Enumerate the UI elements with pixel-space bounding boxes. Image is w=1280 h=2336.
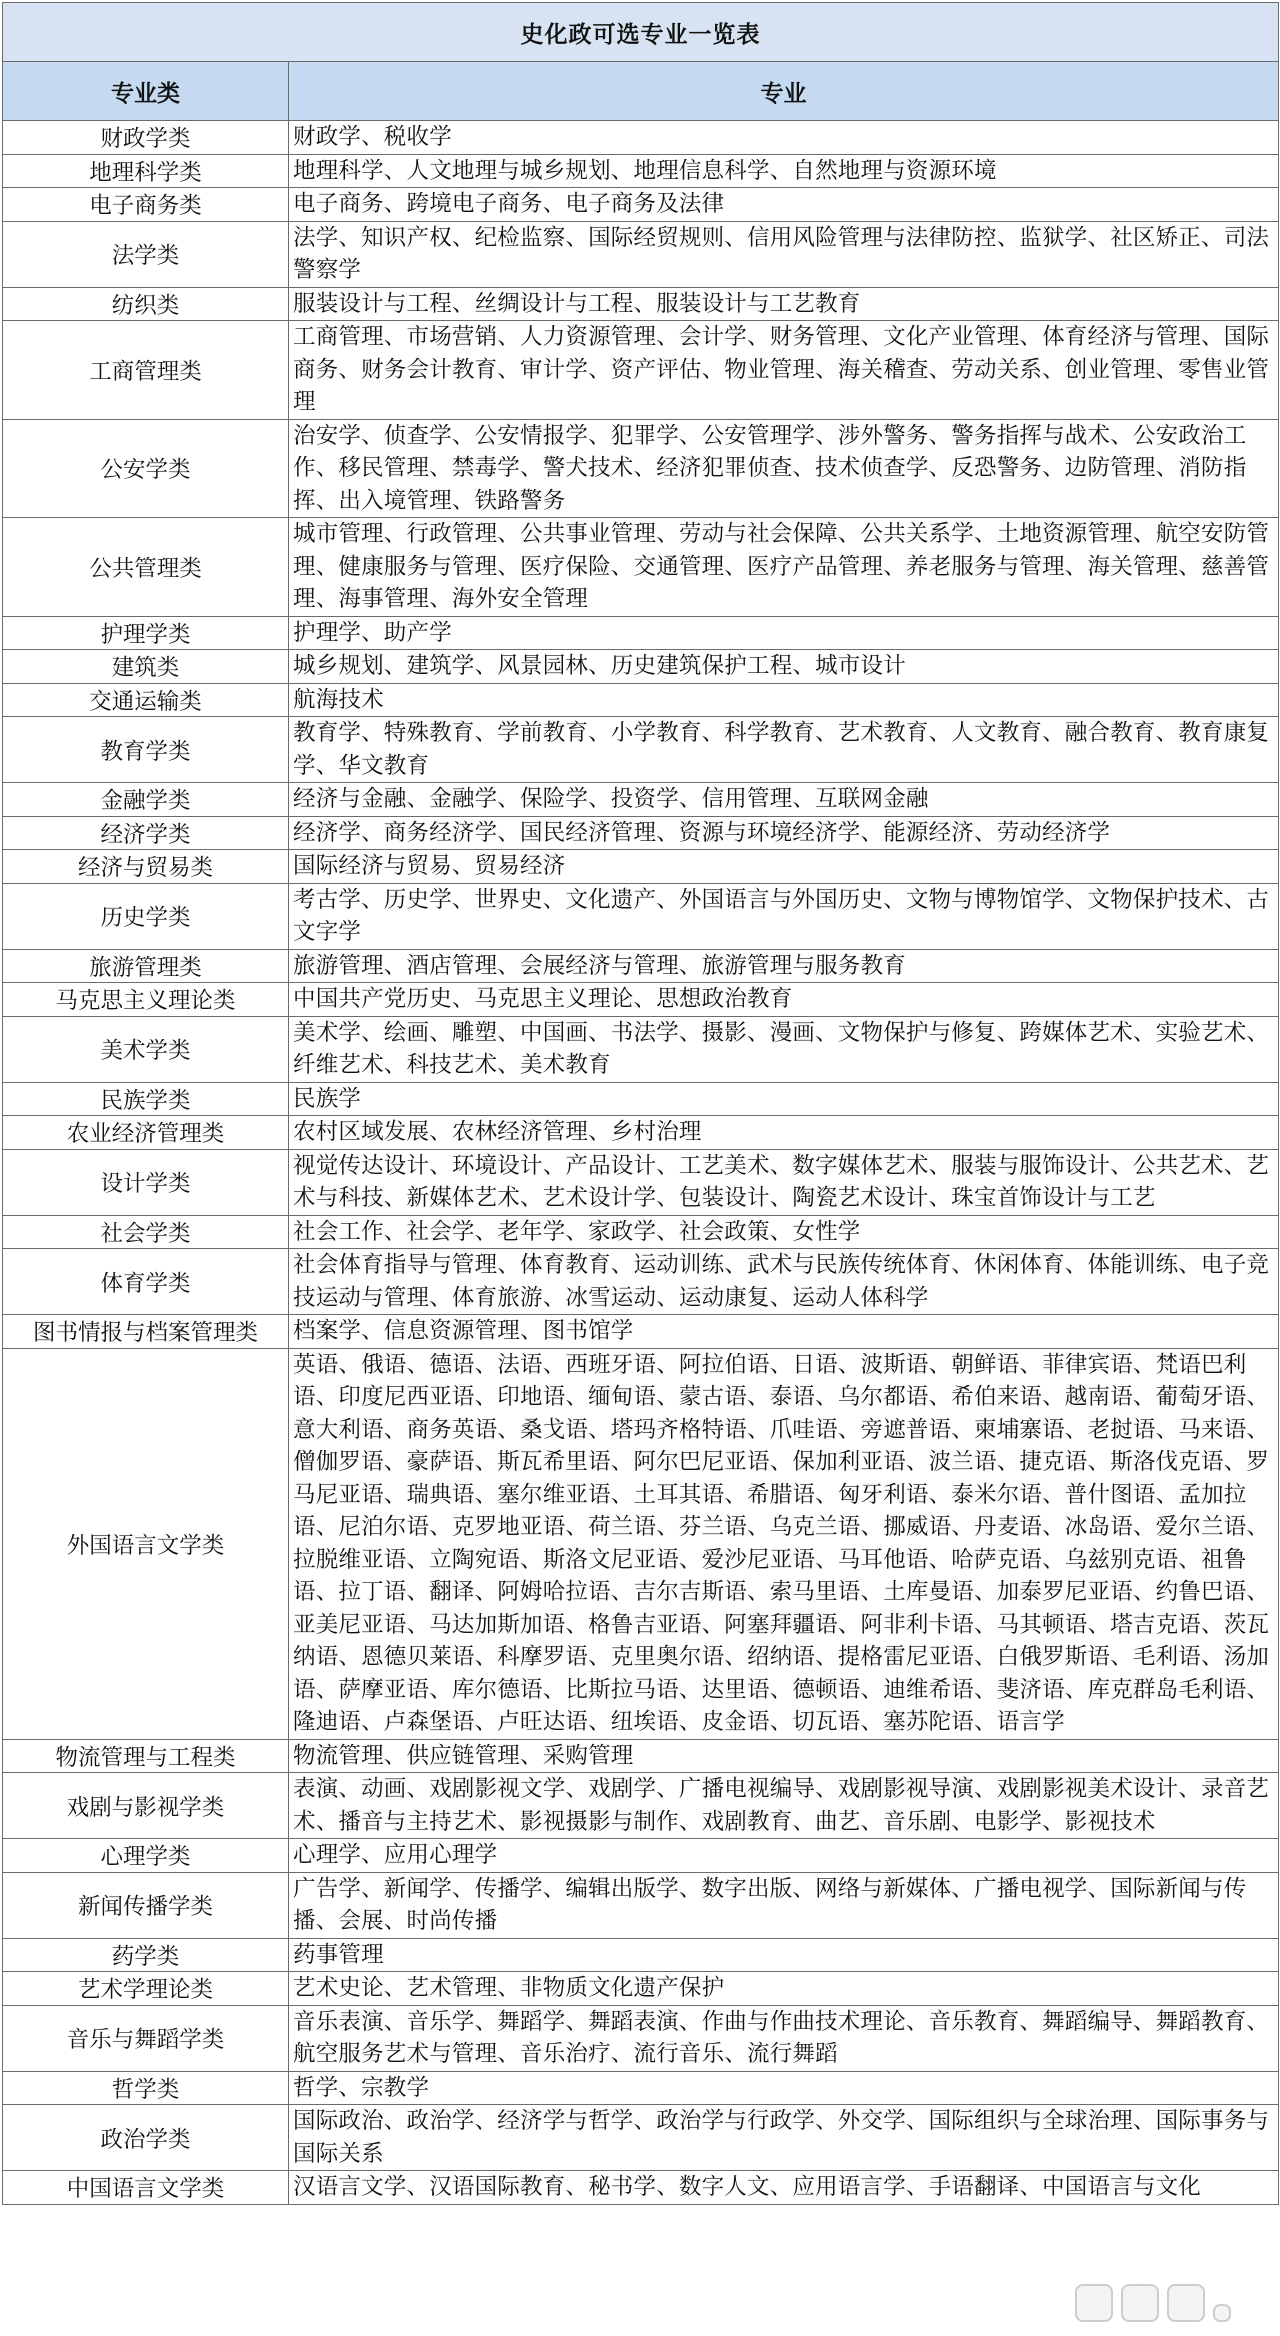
category-cell: 马克思主义理论类 (3, 983, 289, 1017)
table-row (3, 1116, 1279, 1150)
table-row (3, 883, 1279, 949)
table-row (3, 816, 1279, 850)
table-row (3, 221, 1279, 287)
category-cell: 护理学类 (3, 616, 289, 650)
table-row (3, 949, 1279, 983)
table-row (3, 850, 1279, 884)
majors-cell: 表演、动画、戏剧影视文学、戏剧学、广播电视编导、戏剧影视导演、戏剧影视美术设计、录音艺术、播音与主持艺术、影视摄影与制作、戏剧教育、曲艺、音乐剧、电影学、影视技术 (289, 1773, 1279, 1839)
category-cell: 戏剧与影视学类 (3, 1773, 289, 1839)
table-row (3, 1348, 1279, 1739)
watermark-logo (1075, 2284, 1231, 2322)
category-column-header: 专业类 (3, 62, 289, 121)
category-cell: 工商管理类 (3, 321, 289, 420)
majors-cell: 经济学、商务经济学、国民经济管理、资源与环境经济学、能源经济、劳动经济学 (289, 816, 1279, 850)
category-cell: 外国语言文学类 (3, 1348, 289, 1739)
category-cell: 纺织类 (3, 287, 289, 321)
category-cell: 中国语言文学类 (3, 2171, 289, 2205)
watermark-dot-icon (1213, 2304, 1231, 2322)
majors-cell: 航海技术 (289, 683, 1279, 717)
category-cell: 音乐与舞蹈学类 (3, 2005, 289, 2071)
watermark-square-icon (1121, 2284, 1159, 2322)
majors-cell: 哲学、宗教学 (289, 2071, 1279, 2105)
table-row (3, 2005, 1279, 2071)
category-cell: 农业经济管理类 (3, 1116, 289, 1150)
majors-cell: 社会工作、社会学、老年学、家政学、社会政策、女性学 (289, 1215, 1279, 1249)
majors-cell: 国际经济与贸易、贸易经济 (289, 850, 1279, 884)
table-title: 史化政可选专业一览表 (3, 3, 1279, 62)
majors-cell: 中国共产党历史、马克思主义理论、思想政治教育 (289, 983, 1279, 1017)
majors-cell: 服装设计与工程、丝绸设计与工程、服装设计与工艺教育 (289, 287, 1279, 321)
table-row (3, 1872, 1279, 1938)
table-row (3, 419, 1279, 518)
title-row (3, 3, 1279, 62)
category-cell: 哲学类 (3, 2071, 289, 2105)
category-cell: 艺术学理论类 (3, 1972, 289, 2006)
category-cell: 公安学类 (3, 419, 289, 518)
table-row (3, 2171, 1279, 2205)
category-cell: 设计学类 (3, 1149, 289, 1215)
category-cell: 旅游管理类 (3, 949, 289, 983)
majors-cell: 物流管理、供应链管理、采购管理 (289, 1739, 1279, 1773)
category-cell: 公共管理类 (3, 518, 289, 617)
table-row (3, 983, 1279, 1017)
table-row (3, 518, 1279, 617)
table-row (3, 121, 1279, 155)
category-cell: 建筑类 (3, 650, 289, 684)
table-row (3, 1016, 1279, 1082)
category-cell: 电子商务类 (3, 188, 289, 222)
table-row (3, 717, 1279, 783)
table-row (3, 783, 1279, 817)
majors-cell: 汉语言文学、汉语国际教育、秘书学、数字人文、应用语言学、手语翻译、中国语言与文化 (289, 2171, 1279, 2205)
table-row (3, 616, 1279, 650)
table-row (3, 2105, 1279, 2171)
table-row (3, 1773, 1279, 1839)
category-cell: 美术学类 (3, 1016, 289, 1082)
majors-cell: 美术学、绘画、雕塑、中国画、书法学、摄影、漫画、文物保护与修复、跨媒体艺术、实验艺术、纤维艺术、科技艺术、美术教育 (289, 1016, 1279, 1082)
table-row (3, 683, 1279, 717)
category-cell: 金融学类 (3, 783, 289, 817)
category-cell: 政治学类 (3, 2105, 289, 2171)
category-cell: 经济学类 (3, 816, 289, 850)
table-row (3, 1082, 1279, 1116)
majors-cell: 心理学、应用心理学 (289, 1839, 1279, 1873)
category-cell: 历史学类 (3, 883, 289, 949)
table-row (3, 154, 1279, 188)
majors-cell: 音乐表演、音乐学、舞蹈学、舞蹈表演、作曲与作曲技术理论、音乐教育、舞蹈编导、舞蹈教育、航空服务艺术与管理、音乐治疗、流行音乐、流行舞蹈 (289, 2005, 1279, 2071)
majors-cell: 档案学、信息资源管理、图书馆学 (289, 1315, 1279, 1349)
majors-cell: 法学、知识产权、纪检监察、国际经贸规则、信用风险管理与法律防控、监狱学、社区矫正、司法警察学 (289, 221, 1279, 287)
table-row (3, 1972, 1279, 2006)
majors-cell: 财政学、税收学 (289, 121, 1279, 155)
majors-cell: 经济与金融、金融学、保险学、投资学、信用管理、互联网金融 (289, 783, 1279, 817)
watermark-square-icon (1075, 2284, 1113, 2322)
majors-cell: 农村区域发展、农林经济管理、乡村治理 (289, 1116, 1279, 1150)
majors-cell: 考古学、历史学、世界史、文化遗产、外国语言与外国历史、文物与博物馆学、文物保护技术、古文字学 (289, 883, 1279, 949)
table-row (3, 1249, 1279, 1315)
table-row (3, 650, 1279, 684)
majors-cell: 视觉传达设计、环境设计、产品设计、工艺美术、数字媒体艺术、服装与服饰设计、公共艺术、艺术与科技、新媒体艺术、艺术设计学、包装设计、陶瓷艺术设计、珠宝首饰设计与工艺 (289, 1149, 1279, 1215)
table-row (3, 321, 1279, 420)
category-cell: 心理学类 (3, 1839, 289, 1873)
majors-cell: 城市管理、行政管理、公共事业管理、劳动与社会保障、公共关系学、土地资源管理、航空安防管理、健康服务与管理、医疗保险、交通管理、医疗产品管理、养老服务与管理、海关管理、慈善管理、海事管理、海外安全管理 (289, 518, 1279, 617)
category-cell: 药学类 (3, 1938, 289, 1972)
category-cell: 民族学类 (3, 1082, 289, 1116)
category-cell: 地理科学类 (3, 154, 289, 188)
category-cell: 新闻传播学类 (3, 1872, 289, 1938)
majors-cell: 工商管理、市场营销、人力资源管理、会计学、财务管理、文化产业管理、体育经济与管理、国际商务、财务会计教育、审计学、资产评估、物业管理、海关稽查、劳动关系、创业管理、零售业管理 (289, 321, 1279, 420)
majors-cell: 药事管理 (289, 1938, 1279, 1972)
majors-cell: 城乡规划、建筑学、风景园林、历史建筑保护工程、城市设计 (289, 650, 1279, 684)
category-cell: 体育学类 (3, 1249, 289, 1315)
table-body (3, 121, 1279, 2205)
table-row (3, 2071, 1279, 2105)
table-row (3, 1938, 1279, 1972)
majors-cell: 英语、俄语、德语、法语、西班牙语、阿拉伯语、日语、波斯语、朝鲜语、菲律宾语、梵语巴利语、印度尼西亚语、印地语、缅甸语、蒙古语、泰语、乌尔都语、希伯来语、越南语、葡萄牙语、意大利语、商务英语、桑戈语、塔玛齐格特语、爪哇语、旁遮普语、柬埔寨语、老挝语、马来语、僧伽罗语、豪萨语、斯瓦希里语、阿尔巴尼亚语、保加利亚语、波兰语、捷克语、斯洛伐克语、罗马尼亚语、瑞典语、塞尔维亚语、土耳其语、希腊语、匈牙利语、泰米尔语、普什图语、孟加拉语、尼泊尔语、克罗地亚语、荷兰语、芬兰语、乌克兰语、挪威语、丹麦语、冰岛语、爱尔兰语、拉脱维亚语、立陶宛语、斯洛文尼亚语、爱沙尼亚语、马耳他语、哈萨克语、乌兹别克语、祖鲁语、拉丁语、翻译、阿姆哈拉语、吉尔吉斯语、索马里语、土库曼语、加泰罗尼亚语、约鲁巴语、亚美尼亚语、马达加斯加语、格鲁吉亚语、阿塞拜疆语、阿非利卡语、马其顿语、塔吉克语、茨瓦纳语、恩德贝莱语、科摩罗语、克里奥尔语、绍纳语、提格雷尼亚语、白俄罗斯语、毛利语、汤加语、萨摩亚语、库尔德语、比斯拉马语、达里语、德顿语、迪维希语、斐济语、库克群岛毛利语、隆迪语、卢森堡语、卢旺达语、纽埃语、皮金语、切瓦语、塞苏陀语、语言学 (289, 1348, 1279, 1739)
majors-cell: 电子商务、跨境电子商务、电子商务及法律 (289, 188, 1279, 222)
category-cell: 财政学类 (3, 121, 289, 155)
majors-cell: 教育学、特殊教育、学前教育、小学教育、科学教育、艺术教育、人文教育、融合教育、教育康复学、华文教育 (289, 717, 1279, 783)
majors-cell: 广告学、新闻学、传播学、编辑出版学、数字出版、网络与新媒体、广播电视学、国际新闻与传播、会展、时尚传播 (289, 1872, 1279, 1938)
majors-cell: 社会体育指导与管理、体育教育、运动训练、武术与民族传统体育、休闲体育、体能训练、电子竞技运动与管理、体育旅游、冰雪运动、运动康复、运动人体科学 (289, 1249, 1279, 1315)
table-row (3, 1739, 1279, 1773)
category-cell: 社会学类 (3, 1215, 289, 1249)
category-cell: 经济与贸易类 (3, 850, 289, 884)
table-row (3, 287, 1279, 321)
category-cell: 法学类 (3, 221, 289, 287)
table-row (3, 1315, 1279, 1349)
category-cell: 物流管理与工程类 (3, 1739, 289, 1773)
table-row (3, 1149, 1279, 1215)
majors-cell: 民族学 (289, 1082, 1279, 1116)
category-cell: 教育学类 (3, 717, 289, 783)
watermark-square-icon (1167, 2284, 1205, 2322)
table-row (3, 188, 1279, 222)
majors-cell: 国际政治、政治学、经济学与哲学、政治学与行政学、外交学、国际组织与全球治理、国际事务与国际关系 (289, 2105, 1279, 2171)
table-row (3, 1839, 1279, 1873)
category-cell: 交通运输类 (3, 683, 289, 717)
majors-cell: 护理学、助产学 (289, 616, 1279, 650)
majors-cell: 治安学、侦查学、公安情报学、犯罪学、公安管理学、涉外警务、警务指挥与战术、公安政治工作、移民管理、禁毒学、警犬技术、经济犯罪侦查、技术侦查学、反恐警务、边防管理、消防指挥、出入境管理、铁路警务 (289, 419, 1279, 518)
header-row (3, 62, 1279, 121)
majors-cell: 旅游管理、酒店管理、会展经济与管理、旅游管理与服务教育 (289, 949, 1279, 983)
majors-cell: 艺术史论、艺术管理、非物质文化遗产保护 (289, 1972, 1279, 2006)
category-cell: 图书情报与档案管理类 (3, 1315, 289, 1349)
majors-cell: 地理科学、人文地理与城乡规划、地理信息科学、自然地理与资源环境 (289, 154, 1279, 188)
table-row (3, 1215, 1279, 1249)
majors-column-header: 专业 (289, 62, 1279, 121)
majors-table (2, 2, 1279, 2205)
